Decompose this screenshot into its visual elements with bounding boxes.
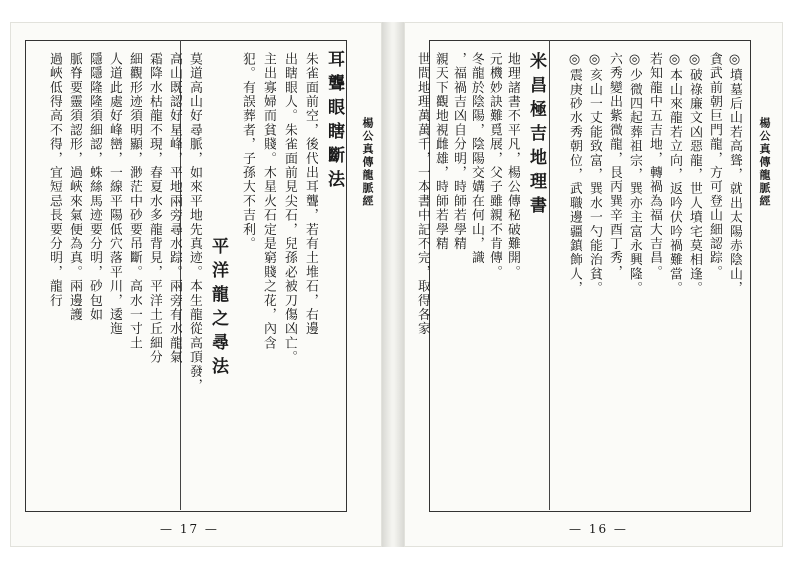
page-number: — 16 — [569, 522, 628, 536]
main-column: 細觀形迹須明顯，渺茫中砂要吊斷。高水一寸土 [127, 52, 142, 351]
text-column: 冬龍於陰陽，陰陽交媾在何山，識 [469, 52, 484, 265]
side-column: 朱雀面前空，後代出耳聾，若有土堆石，右邊 [303, 52, 318, 336]
side-column: 犯。有誤葬者，子孫大不吉利。 [240, 52, 255, 251]
side-column: 主出寡婦而貧賤。木星火石定是窮賤之花，內含 [261, 52, 276, 351]
left-page [10, 22, 382, 547]
main-column: 人道此處好峰巒，一線平陽低穴落平川，逶迤 [107, 52, 122, 336]
verse-column: 貪武前朝巨門龍，方可登山細認踪。 [707, 52, 722, 280]
text-column: 世間地理萬萬千，一本書中記不完，取得各家 [415, 52, 430, 336]
main-column: 莫道高山好尋脈，如來平地先真迹。本生龍從高頂發， [187, 52, 202, 393]
text-column: 親天下觀地視雌雄，時師若學精 [433, 52, 448, 251]
verse-column: ◎少微四起葬祖宗，巽亦主富永興隆。 [627, 52, 642, 296]
side-column: 出瞎眼人。朱雀面前見尖石，兒孫必被刀傷凶亡。 [282, 52, 297, 365]
verse-column: ◎墳墓后山若高聳，就出太陽赤陰山， [727, 52, 742, 296]
section-heading: 米昌極吉地理書 [526, 52, 546, 220]
verse-column: 六秀變出紫微龍，艮丙巽辛酉丁秀， [607, 52, 622, 280]
verse-column: 若知龍中五吉地，轉禍為福大吉昌。 [647, 52, 662, 280]
main-column: 脈脊要靈須認形，過峽來氣便為真。兩邊護 [67, 52, 82, 322]
text-column: 地理諸書不平凡，楊公傳秘破難開。 [505, 52, 520, 280]
main-column: 隱隱隆隆須細認，蛛絲馬迹要分明，砂包如 [87, 52, 102, 322]
heading-deaf-blind: 耳聾眼瞎斷法 [324, 50, 344, 194]
text-column: ，福禍吉凶自分明，時師若學精 [451, 52, 466, 251]
running-head: 楊公真傳龍脈經 [758, 117, 771, 208]
verse-column: ◎破祿廉文凶惡龍，世人墳宅莫相逢。 [687, 52, 702, 296]
main-column: 高山既認好星峰，平地兩旁尋水踪。兩旁有水龍氣 [167, 52, 182, 365]
main-column: 過峽低得高不得，宜短忌長要分明，龍行 [47, 52, 62, 308]
page-number: — 17 — [160, 522, 219, 536]
verse-column: ◎震庚砂水秀朝位，武職邊疆鎮飾人， [567, 52, 582, 296]
right-page [404, 22, 783, 547]
main-column: 霜降水枯龍不現，春夏水多龍背見，平洋土丘細分 [147, 52, 162, 365]
book-gutter [382, 22, 404, 547]
heading-plain-dragon: 平洋龍之尋法 [208, 237, 228, 381]
right-upper-lower-divider [549, 40, 550, 510]
text-column: 元機妙訣難覓展，父子雖親不肯傳。 [487, 52, 502, 280]
running-head: 楊公真傳龍脈經 [361, 117, 374, 208]
verse-column: ◎本山來龍若立向，返吟伏吟禍難當。 [667, 52, 682, 296]
verse-column: ◎亥山一丈能致富，巽水一勺能治貧。 [587, 52, 602, 296]
